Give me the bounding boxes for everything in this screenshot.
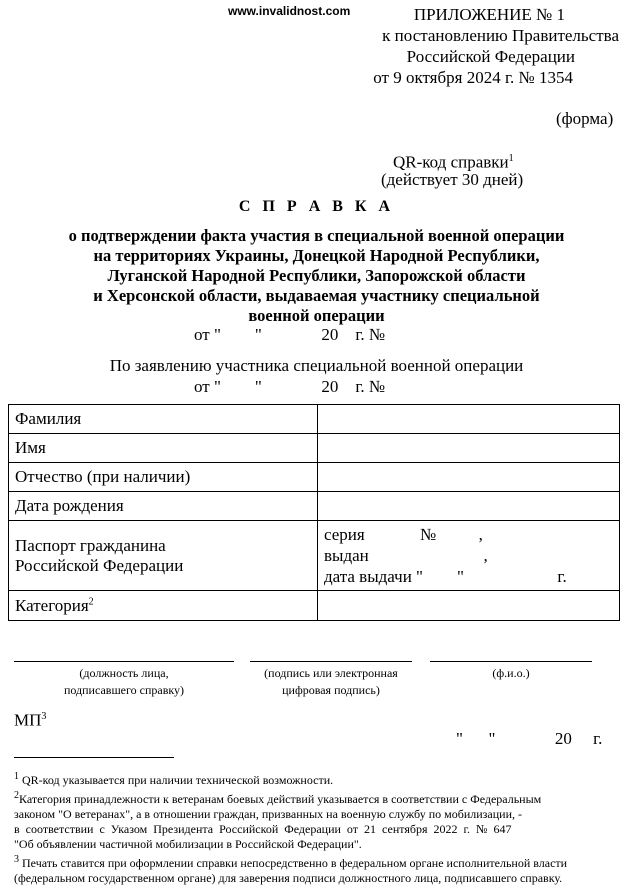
position-caption-line: подписавшего справку) <box>63 683 185 697</box>
table-row <box>9 591 620 621</box>
document-date-number: от " " 20 г. № <box>194 325 386 344</box>
appendix-resolution: к постановлению Правительства <box>382 26 619 45</box>
bottom-date: " " 20 г. <box>456 729 603 748</box>
footnote-line: законом "О ветеранах", а в отношении граждан, призванных на военную службу по мобилизации, - <box>14 807 522 821</box>
surname-label: Фамилия <box>9 405 318 434</box>
footnote-text: Печать ставится при оформлении справки непосредственно в федеральном органе исполнительной власти <box>22 856 568 870</box>
fio-line <box>430 661 592 662</box>
footnote-text: QR-код указывается при наличии технической возможности. <box>22 773 334 787</box>
appendix-government: Российской Федерации <box>406 47 575 66</box>
footnote-separator <box>14 757 174 758</box>
appendix-date: от 9 октября 2024 г. № 1354 <box>373 68 573 87</box>
appendix-header <box>373 4 619 88</box>
passport-label-line: Паспорт гражданина <box>15 535 166 555</box>
category-value <box>318 591 620 621</box>
fio-caption: (ф.и.о.) <box>492 666 530 680</box>
signature-caption-line: (подпись или электронная <box>264 666 398 680</box>
footnote-text: Категория принадлежности к ветеранам боевых действий указывается в соответствии с Федеральным <box>19 792 542 806</box>
passport-value <box>318 521 620 591</box>
footnote-line: "Об объявлении частичной мобилизации в Российской Федерации". <box>14 837 362 851</box>
surname-value <box>318 405 620 434</box>
category-footnote-ref: 2 <box>88 595 94 607</box>
position-caption <box>14 665 234 699</box>
table-row <box>9 463 620 492</box>
birthdate-label: Дата рождения <box>9 492 318 521</box>
qr-text: QR-код справки <box>393 152 509 172</box>
footnote-number: 3 <box>14 854 19 865</box>
table-row <box>9 521 620 591</box>
document-title: С П Р А В К А <box>238 198 395 215</box>
passport-series: серия № , <box>324 525 483 544</box>
signature-caption <box>250 665 412 699</box>
patronymic-label: Отчество (при наличии) <box>9 463 318 492</box>
category-text: Категория <box>15 595 89 615</box>
footnote-2 <box>14 788 619 852</box>
table-row <box>9 434 620 463</box>
table-row <box>9 492 620 521</box>
appendix-title: ПРИЛОЖЕНИЕ № 1 <box>413 5 565 24</box>
position-caption-line: (должность лица, <box>79 666 169 680</box>
subtitle-line: военной операции <box>248 306 385 325</box>
passport-issued: выдан , <box>324 546 488 565</box>
subtitle-line: Луганской Народной Республики, Запорожской области <box>107 266 526 285</box>
birthdate-value <box>318 492 620 521</box>
footnotes <box>14 769 619 886</box>
footnote-line: в соответствии с Указом Президента Российской Федерации от 21 сентября 2022 г. № 647 <box>14 822 512 836</box>
name-label: Имя <box>9 434 318 463</box>
signature-caption-line: цифровая подпись) <box>282 683 380 697</box>
subtitle-line: на территориях Украины, Донецкой Народной Республики, <box>93 246 540 265</box>
stamp-footnote-ref: 3 <box>41 711 47 722</box>
position-line <box>14 661 234 662</box>
passport-issue-date: дата выдачи " " г. <box>324 567 567 586</box>
footnote-line <box>14 788 619 807</box>
personal-data-table <box>8 404 620 621</box>
table-row <box>9 405 620 434</box>
passport-label <box>9 521 318 591</box>
stamp-text: МП <box>14 710 42 730</box>
subtitle-line: и Херсонской области, выдаваемая участнику специальной <box>93 286 540 305</box>
signature-line <box>250 661 412 662</box>
stamp-label <box>14 706 46 731</box>
qr-footnote-ref: 1 <box>508 153 514 164</box>
footnote-number: 1 <box>14 771 19 782</box>
name-value <box>318 434 620 463</box>
category-label <box>9 591 318 621</box>
footnote-3 <box>14 852 619 886</box>
footnote-line <box>14 852 619 871</box>
footnote-1 <box>14 769 619 788</box>
footnote-line: (федеральном государственном органе) для заверения подписи должностного лица, подписавшего справку. <box>14 871 563 885</box>
subtitle-line: о подтверждении факта участия в специальной военной операции <box>68 226 565 245</box>
qr-validity: (действует 30 дней) <box>381 170 524 189</box>
passport-label-line: Российской Федерации <box>15 555 184 575</box>
footnote-number: 2 <box>14 790 19 801</box>
form-label: (форма) <box>556 109 614 128</box>
document-subtitle <box>0 226 633 326</box>
application-reference: По заявлению участника специальной военной операции <box>109 356 524 375</box>
watermark: www.invalidnost.com <box>228 4 351 18</box>
application-date-number: от " " 20 г. № <box>194 377 386 396</box>
patronymic-value <box>318 463 620 492</box>
